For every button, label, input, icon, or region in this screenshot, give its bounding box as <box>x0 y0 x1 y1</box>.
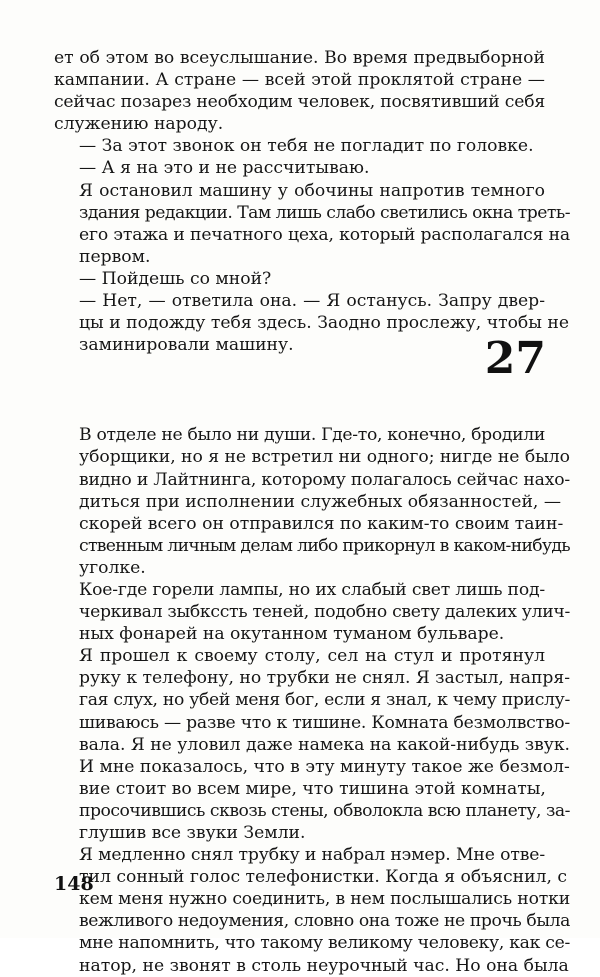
text-line: вие стоит во всем мире, что тишина этой комнаты, <box>79 778 546 799</box>
chapter-number: 27 <box>484 333 546 384</box>
text-line: — А я на это и не рассчитываю. <box>79 158 370 179</box>
text-line: заминировали машину. <box>79 335 294 356</box>
text-line: Я медленно снял трубку и набрал нэмер. Мне отве- <box>79 845 545 866</box>
text-line: И мне показалось, что в эту минуту такое же безмол- <box>79 756 570 777</box>
text-line: цы и подожду тебя здесь. Заодно прослежу, чтобы не <box>79 313 570 334</box>
text-line: кем меня нужно соединить, в нем послышались нотки <box>79 889 570 910</box>
text-line: здания редакции. Там лишь слабо светились окна треть- <box>79 202 570 223</box>
paragraph <box>54 645 570 844</box>
paragraph <box>54 135 545 157</box>
text-line: Я остановил машину у обочины напротив темного <box>79 180 545 201</box>
page-number: 148 <box>54 873 94 895</box>
text-line: ет об этом во всеуслышание. Во время предвыборной <box>54 48 545 68</box>
text-line: гая слух, но убей меня бог, если я знал, к чему прислу- <box>79 690 570 711</box>
text-line: глушив все звуки Земли. <box>79 823 306 843</box>
text-line: ственным личным делам либо прикорнул в каком-нибудь <box>79 535 570 556</box>
text-line: видно и Лайтнинга, которому полагалось сейчас нахо- <box>79 469 570 490</box>
text-line: руку к телефону, но трубки не снял. Я застыл, напря- <box>79 668 570 689</box>
paragraph <box>54 268 545 290</box>
text-line: первом. <box>79 246 151 267</box>
text-line: кампании. А стране — всей этой проклятой стране — <box>54 70 545 91</box>
body-text <box>54 47 570 977</box>
text-line: — Пойдешь со мной? <box>79 268 272 289</box>
text-line: диться при исполнении служебных обязанностей, — <box>79 491 562 512</box>
text-line: служению народу. <box>54 114 224 135</box>
text-line: скорей всего он отправился по каким-то своим таин- <box>79 513 564 534</box>
text-line: уголке. <box>79 557 146 578</box>
text-line: сейчас позарез необходим человек, посвятивший себя <box>54 92 545 113</box>
paragraph <box>54 157 545 179</box>
text-line: просочившись сквозь стены, обволокла всю планету, за- <box>79 800 570 821</box>
text-line: ных фонарей на окутанном туманом бульваре. <box>79 624 505 645</box>
text-line: натор, не звонят в столь неурочный час. Но она была <box>79 955 569 976</box>
text-line: уборщики, но я не встретил ни одного; нигде не было <box>79 447 570 468</box>
text-line: Я прошел к своему столу, сел на стул и протянул <box>79 646 545 667</box>
text-line: В отделе не было ни души. Где-то, конечно, бродили <box>79 425 545 446</box>
text-line: вала. Я не уловил даже намека на какой-нибудь звук. <box>79 734 570 755</box>
chapter-text-block <box>54 424 570 976</box>
paragraph <box>54 180 570 268</box>
text-line: вежливого недоумения, словно она тоже не прочь была <box>79 911 570 932</box>
top-text-block <box>54 47 570 356</box>
paragraph <box>54 579 570 645</box>
text-line: мне напомнить, что такому великому человеку, как се- <box>79 933 570 954</box>
paragraph <box>54 424 570 579</box>
text-line: тил сонный голос телефонистки. Когда я объяснил, с <box>79 867 568 888</box>
text-line: его этажа и печатного цеха, который располагался на <box>79 224 570 245</box>
text-line: черкивал зыбкссть теней, подобно свету далеких улич- <box>79 602 570 623</box>
text-line: — Нет, — ответила она. — Я останусь. Запру двер- <box>79 291 545 312</box>
paragraph <box>54 47 545 135</box>
text-line: шиваюсь — разве что к тишине. Комната безмолвство- <box>79 712 570 733</box>
paragraph <box>54 844 570 977</box>
text-line: Кое-где горели лампы, но их слабый свет лишь под- <box>79 579 545 600</box>
text-line: — За этот звонок он тебя не погладит по головке. <box>79 136 534 157</box>
